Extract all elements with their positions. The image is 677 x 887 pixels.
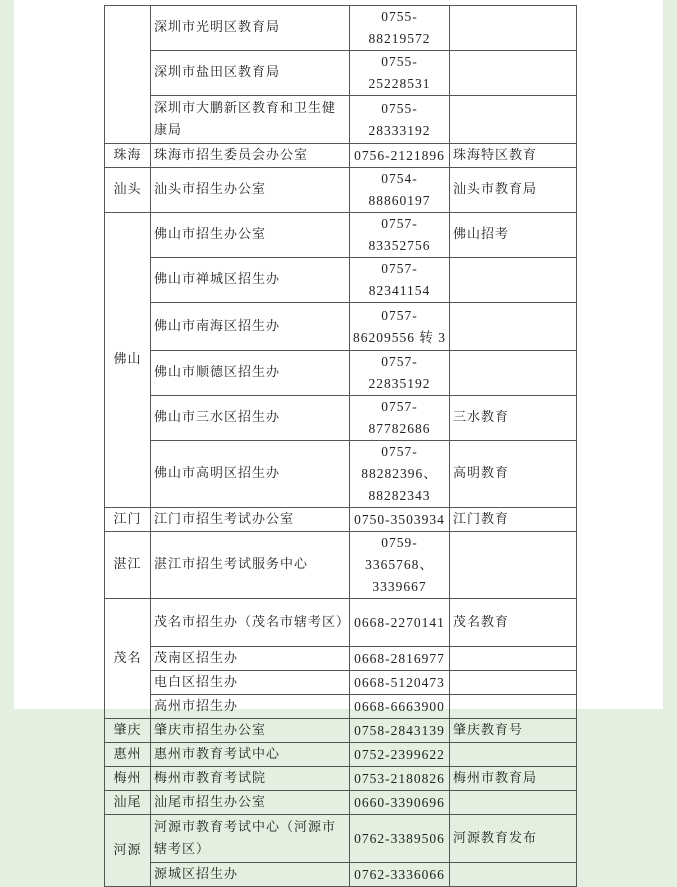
phone-cell: 0756-2121896 (350, 144, 450, 168)
phone-cell: 0758-2843139 (350, 719, 450, 743)
city-cell: 湛江 (105, 532, 151, 599)
account-cell (450, 671, 577, 695)
table-row (105, 258, 577, 303)
table-row (105, 441, 577, 508)
table-row (105, 396, 577, 441)
table-row (105, 144, 577, 168)
city-cell: 汕尾 (105, 791, 151, 815)
office-cell: 佛山市南海区招生办 (151, 303, 350, 351)
table-row (105, 719, 577, 743)
phone-cell: 0762-3389506 (350, 815, 450, 863)
city-cell: 茂名 (105, 599, 151, 719)
account-cell: 三水教育 (450, 396, 577, 441)
account-cell (450, 6, 577, 51)
office-cell: 汕头市招生办公室 (151, 168, 350, 213)
table-row (105, 6, 577, 51)
account-cell: 佛山招考 (450, 213, 577, 258)
account-cell (450, 96, 577, 144)
table-row (105, 767, 577, 791)
table-row (105, 168, 577, 213)
office-cell: 佛山市禅城区招生办 (151, 258, 350, 303)
account-cell (450, 532, 577, 599)
table-row (105, 695, 577, 719)
account-cell (450, 303, 577, 351)
city-cell: 肇庆 (105, 719, 151, 743)
account-cell (450, 258, 577, 303)
office-cell: 茂南区招生办 (151, 647, 350, 671)
account-cell: 高明教育 (450, 441, 577, 508)
phone-cell: 0759-3365768、3339667 (350, 532, 450, 599)
account-cell (450, 791, 577, 815)
phone-cell: 0750-3503934 (350, 508, 450, 532)
account-cell: 珠海特区教育 (450, 144, 577, 168)
phone-cell: 0755-88219572 (350, 6, 450, 51)
table-row (105, 303, 577, 351)
city-cell: 江门 (105, 508, 151, 532)
table-row (105, 791, 577, 815)
account-cell (450, 743, 577, 767)
office-cell: 肇庆市招生办公室 (151, 719, 350, 743)
phone-cell: 0668-5120473 (350, 671, 450, 695)
account-cell: 河源教育发布 (450, 815, 577, 863)
phone-cell: 0668-2816977 (350, 647, 450, 671)
office-cell: 茂名市招生办（茂名市辖考区） (151, 599, 350, 647)
office-cell: 深圳市大鹏新区教育和卫生健康局 (151, 96, 350, 144)
office-cell: 河源市教育考试中心（河源市辖考区） (151, 815, 350, 863)
office-cell: 珠海市招生委员会办公室 (151, 144, 350, 168)
phone-cell: 0660-3390696 (350, 791, 450, 815)
office-cell: 惠州市教育考试中心 (151, 743, 350, 767)
phone-cell: 0757-86209556 转 3 (350, 303, 450, 351)
account-cell: 茂名教育 (450, 599, 577, 647)
table-row (105, 213, 577, 258)
city-cell: 梅州 (105, 767, 151, 791)
phone-cell: 0755-28333192 (350, 96, 450, 144)
account-cell (450, 647, 577, 671)
office-cell: 江门市招生考试办公室 (151, 508, 350, 532)
phone-cell: 0755-25228531 (350, 51, 450, 96)
table-row (105, 96, 577, 144)
account-cell: 江门教育 (450, 508, 577, 532)
phone-cell: 0757-83352756 (350, 213, 450, 258)
city-cell: 河源 (105, 815, 151, 887)
phone-cell: 0757-82341154 (350, 258, 450, 303)
office-cell: 湛江市招生考试服务中心 (151, 532, 350, 599)
table-row (105, 51, 577, 96)
phone-cell: 0757-22835192 (350, 351, 450, 396)
office-cell: 佛山市三水区招生办 (151, 396, 350, 441)
office-cell: 佛山市顺德区招生办 (151, 351, 350, 396)
account-cell (450, 863, 577, 887)
table-row (105, 815, 577, 863)
account-cell (450, 51, 577, 96)
phone-cell: 0668-6663900 (350, 695, 450, 719)
city-cell: 珠海 (105, 144, 151, 168)
phone-cell: 0757-88282396、88282343 (350, 441, 450, 508)
office-cell: 电白区招生办 (151, 671, 350, 695)
account-cell: 汕头市教育局 (450, 168, 577, 213)
office-cell: 深圳市盐田区教育局 (151, 51, 350, 96)
account-cell: 梅州市教育局 (450, 767, 577, 791)
phone-cell: 0752-2399622 (350, 743, 450, 767)
contact-table (104, 5, 577, 887)
table-row (105, 532, 577, 599)
table-row (105, 508, 577, 532)
city-cell: 佛山 (105, 213, 151, 508)
office-cell: 佛山市招生办公室 (151, 213, 350, 258)
table-row (105, 671, 577, 695)
city-cell (105, 6, 151, 144)
table-row (105, 743, 577, 767)
phone-cell: 0753-2180826 (350, 767, 450, 791)
office-cell: 汕尾市招生办公室 (151, 791, 350, 815)
phone-cell: 0762-3336066 (350, 863, 450, 887)
city-cell: 惠州 (105, 743, 151, 767)
account-cell (450, 695, 577, 719)
table-row (105, 351, 577, 396)
phone-cell: 0754-88860197 (350, 168, 450, 213)
contact-table-body (105, 6, 577, 887)
office-cell: 佛山市高明区招生办 (151, 441, 350, 508)
office-cell: 高州市招生办 (151, 695, 350, 719)
office-cell: 源城区招生办 (151, 863, 350, 887)
account-cell: 肇庆教育号 (450, 719, 577, 743)
phone-cell: 0668-2270141 (350, 599, 450, 647)
table-row (105, 599, 577, 647)
table-row (105, 647, 577, 671)
office-cell: 深圳市光明区教育局 (151, 6, 350, 51)
phone-cell: 0757-87782686 (350, 396, 450, 441)
table-row (105, 863, 577, 887)
city-cell: 汕头 (105, 168, 151, 213)
office-cell: 梅州市教育考试院 (151, 767, 350, 791)
document-page (14, 0, 663, 882)
account-cell (450, 351, 577, 396)
